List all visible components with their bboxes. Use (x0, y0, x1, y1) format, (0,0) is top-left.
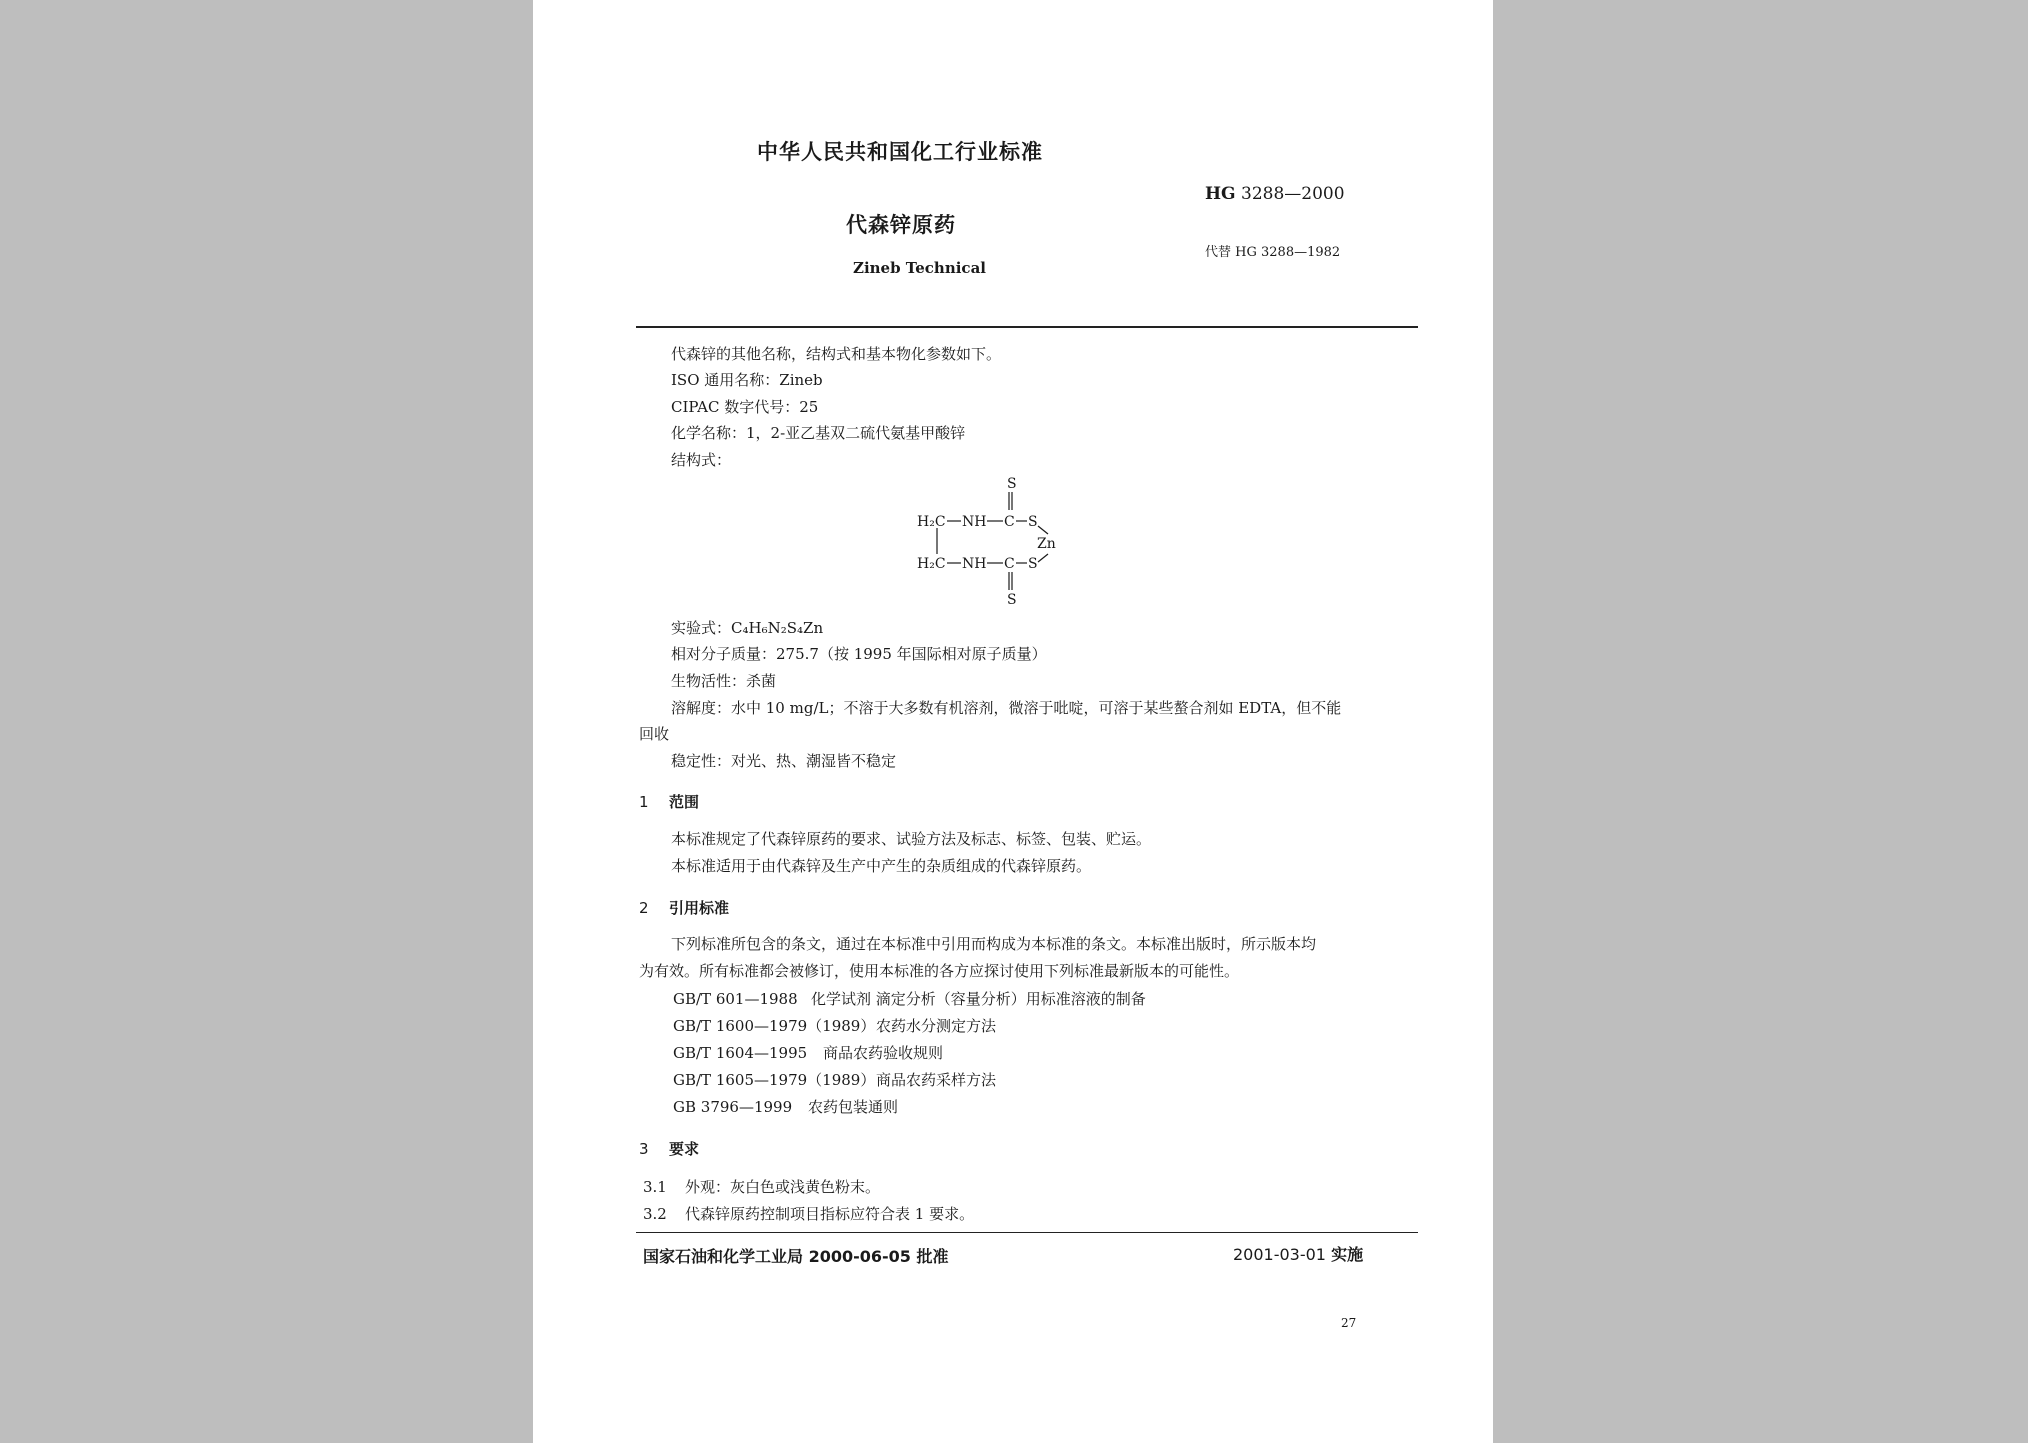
document-title-en: Zineb Technical (853, 259, 986, 277)
iso-name: ISO 通用名称：Zineb (671, 371, 823, 389)
formula-atom-h2c-lower: H₂C (917, 556, 946, 572)
intro-line: 代森锌的其他名称，结构式和基本物化参数如下。 (671, 345, 1002, 363)
formula-atom-h2c-upper: H₂C (917, 514, 946, 530)
structure-label: 结构式： (671, 451, 732, 469)
section-3-heading: 3 要求 (639, 1140, 700, 1158)
document-page (533, 0, 1493, 1443)
bioactivity: 生物活性：杀菌 (671, 672, 777, 690)
reference-item: GB/T 1600—1979（1989）农药水分测定方法 (673, 1017, 997, 1035)
section-2-paragraph-line-1: 下列标准所包含的条文，通过在本标准中引用而构成为本标准的条文。本标准出版时，所示版本均 (671, 935, 1317, 953)
document-title-cn: 代森锌原药 (846, 213, 956, 237)
formula-atom-nh-upper: NH (962, 514, 987, 530)
empirical-formula: 实验式：C₄H₆N₂S₄Zn (671, 619, 824, 637)
replaces-standard: 代替 HG 3288—1982 (1205, 245, 1341, 260)
section-1-heading: 1 范围 (639, 793, 700, 811)
chemical-name: 化学名称：1，2-亚乙基双二硫代氨基甲酸锌 (671, 424, 966, 442)
section-1-paragraph: 本标准适用于由代森锌及生产中产生的杂质组成的代森锌原药。 (671, 857, 1092, 875)
section-2-paragraph-line-2: 为有效。所有标准都会被修订，使用本标准的各方应探讨使用下列标准最新版本的可能性。 (639, 962, 1240, 980)
header-divider (636, 326, 1418, 328)
reference-item: GB 3796—1999 农药包装通则 (673, 1098, 899, 1116)
formula-atom-nh-lower: NH (962, 556, 987, 572)
requirement-item: 3.1 外观：灰白色或浅黄色粉末。 (643, 1178, 881, 1196)
formula-atom-s-upper: S (1028, 514, 1038, 530)
reference-item: GB/T 601—1988 化学试剂 滴定分析（容量分析）用标准溶液的制备 (673, 990, 1146, 1008)
standard-category-title: 中华人民共和国化工行业标准 (757, 140, 1043, 164)
cipac-code: CIPAC 数字代号：25 (671, 398, 819, 416)
effective-date: 2001-03-01 实施 (1233, 1245, 1364, 1264)
molecular-weight: 相对分子质量：275.7（按 1995 年国际相对原子质量） (671, 645, 1047, 663)
formula-atom-c-upper: C (1004, 514, 1015, 530)
section-2-heading: 2 引用标准 (639, 899, 730, 917)
section-1-paragraph: 本标准规定了代森锌原药的要求、试验方法及标志、标签、包装、贮运。 (671, 830, 1152, 848)
formula-atom-s-bottom: S (1007, 592, 1017, 608)
formula-atom-c-lower: C (1004, 556, 1015, 572)
formula-atom-zn: Zn (1037, 536, 1056, 552)
stability: 稳定性：对光、热、潮湿皆不稳定 (671, 752, 897, 770)
reference-item: GB/T 1604—1995 商品农药验收规则 (673, 1044, 944, 1062)
requirement-item: 3.2 代森锌原药控制项目指标应符合表 1 要求。 (643, 1205, 975, 1223)
formula-atom-s-top: S (1007, 476, 1017, 492)
solubility-line-2: 回收 (639, 725, 670, 743)
page-number: 27 (1341, 1316, 1357, 1330)
approval-info: 国家石油和化学工业局 2000-06-05 批准 (643, 1247, 949, 1266)
standard-code: HG 3288—2000 (1205, 184, 1345, 204)
structural-formula (917, 476, 1057, 612)
solubility-line-1: 溶解度：水中 10 mg/L；不溶于大多数有机溶剂，微溶于吡啶，可溶于某些螯合剂如 EDTA，但不能 (671, 699, 1342, 717)
footer-divider (636, 1232, 1418, 1233)
formula-atom-s-lower: S (1028, 556, 1038, 572)
reference-item: GB/T 1605—1979（1989）商品农药采样方法 (673, 1071, 997, 1089)
